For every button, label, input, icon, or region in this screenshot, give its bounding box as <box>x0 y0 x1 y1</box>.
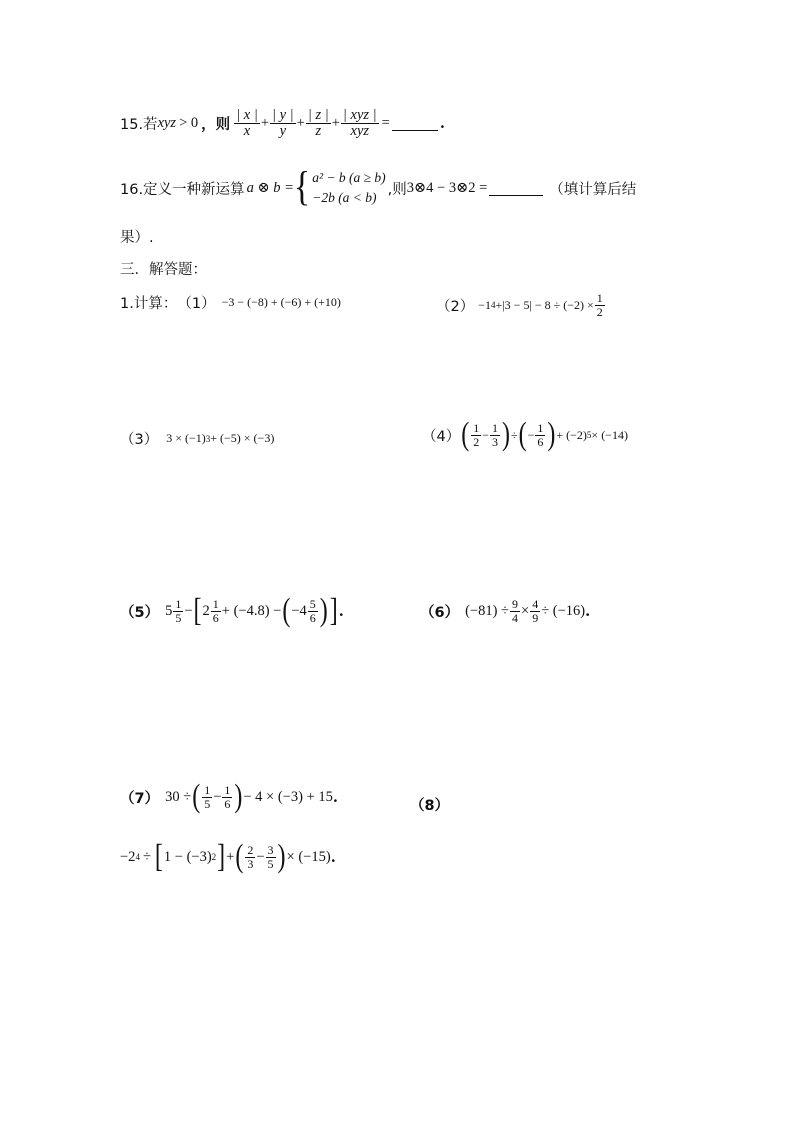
q15-plus-1: + <box>260 115 269 132</box>
q15-plus-2: + <box>296 115 305 132</box>
p8-minus: − <box>256 848 265 865</box>
q15-cond-expr: xyz <box>157 115 177 132</box>
problem-5 <box>120 593 344 629</box>
p1-expr-1: −3 − (−8) + (−6) + (+10) <box>221 295 341 309</box>
p5-frac-2: $\frac{1}{6}$ <box>212 597 219 625</box>
q16-answer-blank <box>489 181 543 196</box>
p1-n1: （1） <box>177 296 216 312</box>
p8-frac-1: $\frac{2}{3}$ <box>247 843 254 871</box>
problem-3 <box>120 428 274 449</box>
p6-expr-post: ÷ (−16) <box>541 602 586 619</box>
p4-frac-1: $\frac{1}{2}$ <box>473 421 480 449</box>
p8-end: . <box>330 848 336 866</box>
p3-expr-pre: 3 × (−1) <box>166 431 206 445</box>
q15-cond-op: > 0 <box>179 115 199 132</box>
p5-whole-3: −4 <box>291 602 307 619</box>
q15-frac-x: $\frac{| x |}{x}$ <box>236 107 258 140</box>
p5-frac-3: $\frac{5}{6}$ <box>309 597 316 625</box>
p1-label: 1.计算： <box>120 296 178 312</box>
p2-frac: $\frac{1}{2}$ <box>596 291 603 319</box>
q15-frac-z: $\frac{| z |}{z}$ <box>307 107 329 140</box>
p4-expr-post: × (−14) <box>591 427 628 442</box>
problem-8 <box>120 839 336 875</box>
p5-mid: + (−4.8) − <box>221 602 282 619</box>
p5-frac-1: $\frac{1}{5}$ <box>175 597 182 625</box>
q16-expr: 3⊗4 − 3⊗2 = <box>406 179 488 196</box>
p7-end: . <box>332 788 338 806</box>
problem-2 <box>436 292 606 318</box>
p4-neg: − <box>527 427 535 442</box>
p4-frac-2: $\frac{1}{3}$ <box>492 421 499 449</box>
p6-frac-1: $\frac{9}{4}$ <box>512 597 519 625</box>
q16-continuation: 果）. <box>120 230 154 246</box>
p8-plus: + <box>226 848 235 865</box>
p2-expr-mid: +|3 − 5| − 8 ÷ (−2) × <box>495 297 594 312</box>
q15-eq: = <box>381 115 390 132</box>
p6-frac-2: $\frac{4}{9}$ <box>532 597 539 625</box>
p4-expr-sup: 5 <box>586 430 592 441</box>
q15-ze: ，则 <box>201 117 231 134</box>
p4-paren-open-1: ( <box>461 417 470 453</box>
p8-frac-2: $\frac{3}{5}$ <box>267 843 274 871</box>
question-15 <box>120 108 445 139</box>
p4-expr-mid: + (−2) <box>556 427 587 442</box>
p2-expr-sup: 4 <box>491 300 496 311</box>
p5-paren-open: ( <box>282 593 291 629</box>
p3-n3: （3） <box>120 432 159 448</box>
p5-bracket-close: ] <box>329 593 338 629</box>
p6-times: × <box>521 602 530 619</box>
p8-pre: −2 <box>120 848 136 865</box>
p8-n8: （8） <box>410 798 450 814</box>
p3-expr-sup: 3 <box>205 433 211 444</box>
q16-brace: { <box>293 165 311 210</box>
p8-post: × (−15) <box>286 848 331 865</box>
p2-n2: （2） <box>436 298 475 315</box>
p7-expr-pre: 30 ÷ <box>165 788 192 805</box>
q15-end: . <box>439 115 445 133</box>
p5-n5: （5） <box>120 604 160 621</box>
q15-label: 15.若 <box>120 117 158 134</box>
p5-minus: − <box>184 602 193 619</box>
p4-n4: （4） <box>422 428 461 445</box>
q15-frac-xyz: $\frac{\text{| xyz |}}{\text{xyz}}$ <box>342 107 377 140</box>
q16-ze: ,则 <box>387 181 407 198</box>
problem-4 <box>422 417 628 453</box>
p6-n6: （6） <box>420 604 460 621</box>
p7-n7: （7） <box>120 790 160 807</box>
p5-paren-close: ) <box>319 593 328 629</box>
p4-paren-close-1: ) <box>502 417 511 453</box>
p7-expr-post: − 4 × (−3) + 15 <box>243 788 333 805</box>
question-16 <box>120 165 637 210</box>
p4-paren-close-2: ) <box>547 417 556 453</box>
q16-op-lhs: a ⊗ b = <box>246 179 294 196</box>
p8-bracket-content: 1 − (−3) <box>163 848 212 865</box>
q15-frac-y: $\frac{| y |}{y}$ <box>272 107 294 140</box>
q16-case-1: a² − b (a ≥ b) <box>312 170 386 185</box>
p4-frac-3: $\frac{1}{6}$ <box>537 421 544 449</box>
p2-expr-pre: −1 <box>478 297 492 312</box>
q15-plus-3: + <box>331 115 340 132</box>
p7-minus: − <box>213 788 222 805</box>
p8-paren-close: ) <box>277 839 286 875</box>
p8-bracket-open: [ <box>154 839 163 875</box>
p5-bracket-open: [ <box>193 593 202 629</box>
problem-6 <box>420 598 590 624</box>
problem-1-2 <box>120 292 341 313</box>
p5-whole-2: 2 <box>202 602 210 619</box>
p4-div: ÷ <box>511 427 518 442</box>
p5-whole-1: 5 <box>165 602 173 619</box>
problem-7 <box>120 779 338 815</box>
q16-case-2: −2b (a < b) <box>312 190 377 206</box>
p7-frac-2: $\frac{1}{6}$ <box>224 783 231 811</box>
p8-sup-1: 4 <box>135 852 140 863</box>
q16-label: 16.定义一种新运算 <box>120 181 245 198</box>
q15-answer-blank <box>392 116 438 131</box>
section-title: 三．解答题： <box>120 262 207 278</box>
p8-div: ÷ <box>142 848 151 865</box>
p7-paren-close: ) <box>234 779 243 815</box>
p4-paren-open-2: ( <box>518 417 527 453</box>
p6-end: . <box>585 602 591 620</box>
p8-bracket-close: ] <box>217 839 226 875</box>
p8-sup-2: 2 <box>211 852 217 863</box>
p8-paren-open: ( <box>235 839 244 875</box>
p5-end: . <box>338 602 344 620</box>
q16-cases <box>312 168 385 209</box>
p6-expr-pre: (−81) ÷ <box>465 602 510 619</box>
p4-minus: − <box>482 427 490 442</box>
p3-expr-post: + (−5) × (−3) <box>210 431 275 445</box>
p7-paren-open: ( <box>192 779 201 815</box>
p7-frac-1: $\frac{1}{5}$ <box>204 783 211 811</box>
q16-after: （填计算后结 <box>549 181 637 198</box>
